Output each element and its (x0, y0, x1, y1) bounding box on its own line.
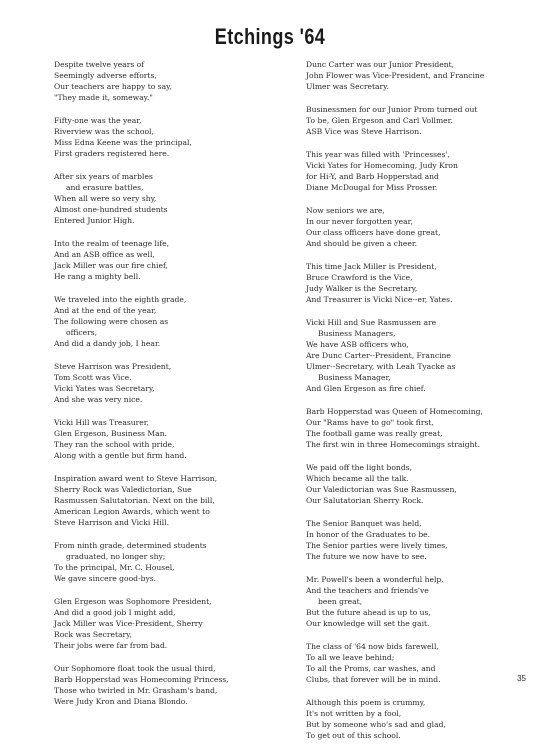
poem-stanza (306, 149, 538, 193)
poem-line: Miss Edna Keene was the principal, (54, 138, 192, 147)
poem-line: ASB Vice was Steve Harrison. (306, 127, 422, 136)
poem-line: Our Valedictorian was Sue Rasmussen, (306, 485, 457, 494)
poem-line: To get out of this school. (306, 731, 401, 740)
poem-line: And at the end of the year, (54, 306, 157, 315)
poem-line: Bruce Crawford is the Vice, (306, 273, 413, 282)
poem-line: Steve Harrison was President, (54, 362, 172, 371)
poem-line: Barb Hopperstad was Homecoming Princess, (54, 675, 229, 684)
poem-line: Their jobs were far from bad. (54, 641, 168, 650)
poem-line: But by someone who's sad and glad, (306, 720, 446, 729)
poem-line: Business Managers, (318, 329, 396, 338)
poem-stanza (306, 574, 538, 629)
poem-line: Rasmussen Salutatorian. Next on the bill, (54, 496, 215, 505)
poem-stanza (306, 697, 538, 741)
poem-line: American Legion Awards, which went to (54, 507, 210, 516)
poem-line: Now seniors we are, (306, 206, 385, 215)
poem-line: Barb Hopperstad was Queen of Homecoming, (306, 407, 483, 416)
poem-line: Are Dunc Carter--President, Francine (306, 351, 451, 360)
poem-line: Judy Walker is the Secretary, (306, 284, 418, 293)
page-title: Etchings '64 (214, 24, 326, 49)
poem-line: Business Manager, (318, 373, 391, 382)
poem-stanza (306, 205, 538, 249)
poem-line: Those who twirled in Mr. Grasham's band, (54, 686, 218, 695)
poem-stanza (306, 518, 538, 562)
poem-line: Our teachers are happy to say, (54, 82, 172, 91)
poem-line: graduated, no longer shy; (66, 552, 166, 561)
poem-line: In honor of the Graduates to be. (306, 530, 431, 539)
poem-stanza (54, 540, 294, 584)
poem-line: To all we leave behind; (306, 653, 395, 662)
right-poem-column (306, 59, 538, 753)
poem-stanza (54, 417, 294, 461)
poem-line: This time Jack Miller is President, (306, 262, 437, 271)
poem-stanza (306, 317, 538, 394)
poem-line: Seemingly adverse efforts, (54, 71, 157, 80)
poem-stanza (54, 238, 294, 282)
poem-line: Despite twelve years of (54, 60, 145, 69)
poem-stanza (54, 361, 294, 405)
poem-stanza (54, 115, 294, 159)
poem-line: To all the Proms, car washes, and (306, 664, 436, 673)
poem-stanza (306, 406, 538, 450)
poem-line: for Hi-Y, and Barb Hopperstad and (306, 172, 439, 181)
poem-stanza (54, 171, 294, 226)
poem-line: He rang a mighty bell. (54, 272, 141, 281)
poem-line: Our Sophomore float took the usual third, (54, 664, 216, 673)
poem-line: The first win in three Homecomings straight. (306, 440, 481, 449)
poem-line: Rock was Secretary, (54, 630, 132, 639)
poem-line: To the principal, Mr. C. Housel, (54, 563, 175, 572)
poem-line: The football game was really great, (306, 429, 443, 438)
poem-line: Vicki Yates for Homecoming, Judy Kron (306, 161, 458, 170)
poem-stanza (54, 294, 294, 349)
poem-line: Along with a gentle but firm hand. (54, 451, 187, 460)
poem-line: Which became all the talk. (306, 474, 409, 483)
poem-line: Tom Scott was Vice. (54, 373, 132, 382)
poem-line: We paid off the light bonds, (306, 463, 412, 472)
poem-stanza (306, 104, 538, 137)
poem-line: Entered Junior High. (54, 216, 135, 225)
poem-line: And an ASB office as well, (54, 250, 155, 259)
poem-line: and erasure battles, (66, 183, 144, 192)
poem-line: In our never forgotten year, (306, 217, 413, 226)
poem-line: The class of '64 now bids farewell, (306, 642, 439, 651)
poem-line: This year was filled with 'Princesses', (306, 150, 450, 159)
left-poem-column (54, 59, 294, 719)
poem-line: And did a dandy job, I hear. (54, 339, 161, 348)
poem-line: And Glen Ergeson as fire chief. (306, 384, 426, 393)
poem-stanza (306, 641, 538, 685)
poem-line: Vicki Hill and Sue Rasmussen are (306, 318, 437, 327)
poem-line: When all were so very shy, (54, 194, 157, 203)
poem-line: The Senior parties were lively times, (306, 541, 448, 550)
poem-stanza (306, 462, 538, 506)
poem-line: It's not written by a fool, (306, 709, 402, 718)
poem-line: Jack Miller was Vice-President, Sherry (54, 619, 203, 628)
poem-line: And should be given a cheer. (306, 239, 418, 248)
poem-line: Ulmer--Secretary, with Leah Tyacke as (306, 362, 456, 371)
poem-line: We gave sincere good-bys. (54, 574, 157, 583)
poem-line: Our Salutatorian Sherry Rock. (306, 496, 424, 505)
poem-line: And she was very nice. (54, 395, 143, 404)
poem-line: And did a good job I might add, (54, 608, 176, 617)
poem-line: "They made it, someway." (54, 93, 153, 102)
page-number: 35 (517, 674, 526, 683)
poem-stanza (54, 59, 294, 103)
poem-line: Into the realm of teenage life, (54, 239, 170, 248)
poem-line: Clubs, that forever will be in mind. (306, 675, 441, 684)
poem-line: been great, (318, 597, 363, 606)
poem-stanza (306, 261, 538, 305)
poem-line: Although this poem is crummy, (306, 698, 426, 707)
poem-line: John Flower was Vice-President, and Francine (306, 71, 485, 80)
poem-line: Diane McDougal for Miss Prosser. (306, 183, 438, 192)
poem-line: Ulmer was Secretary. (306, 82, 389, 91)
poem-line: Riverview was the school, (54, 127, 154, 136)
poem-line: After six years of marbles (54, 172, 153, 181)
poem-line: Vicki Hill was Treasurer, (54, 418, 149, 427)
poem-line: The following were chosen as (54, 317, 169, 326)
poem-line: The future we now have to see. (306, 552, 427, 561)
poem-line: We have ASB officers who, (306, 340, 409, 349)
poem-line: To be, Glen Ergeson and Carl Vollmer. (306, 116, 453, 125)
poem-line: First graders registered here. (54, 149, 170, 158)
poem-stanza (54, 663, 294, 707)
poem-line: Our "Rams have to go" took first, (306, 418, 434, 427)
poem-line: Jack Miller was our fire chief, (54, 261, 168, 270)
poem-line: But the future ahead is up to us, (306, 608, 431, 617)
poem-line: Sherry Rock was Valedictorian, Sue (54, 485, 192, 494)
poem-stanza (54, 473, 294, 528)
poem-line: The Senior Banquet was held, (306, 519, 422, 528)
poem-stanza (306, 59, 538, 92)
poem-line: Glen Ergeson was Sophomore President, (54, 597, 212, 606)
poem-line: Vicki Yates was Secretary, (54, 384, 155, 393)
poem-line: officers, (66, 328, 98, 337)
poem-line: From ninth grade, determined students (54, 541, 207, 550)
poem-line: They ran the school with pride, (54, 440, 175, 449)
poem-line: Almost one-hundred students (54, 205, 168, 214)
poem-line: Our class officers have done great, (306, 228, 441, 237)
poem-line: Dunc Carter was our Junior President, (306, 60, 455, 69)
poem-line: Were Judy Kron and Diana Blondo. (54, 697, 188, 706)
poem-line: Our knowledge will set the gait. (306, 619, 430, 628)
poem-line: Glen Ergeson, Business Man. (54, 429, 168, 438)
poem-line: Businessmen for our Junior Prom turned out (306, 105, 478, 114)
poem-line: We traveled into the eighth grade, (54, 295, 187, 304)
poem-line: Inspiration award went to Steve Harrison, (54, 474, 217, 483)
poem-line: And the teachers and friends've (306, 586, 429, 595)
poem-line: Mr. Powell's been a wonderful help, (306, 575, 444, 584)
poem-stanza (54, 596, 294, 651)
poem-line: Steve Harrison and Vicki Hill. (54, 518, 170, 527)
poem-line: And Treasurer is Vicki Nice--er, Yates. (306, 295, 453, 304)
poem-line: Fifty-one was the year, (54, 116, 142, 125)
